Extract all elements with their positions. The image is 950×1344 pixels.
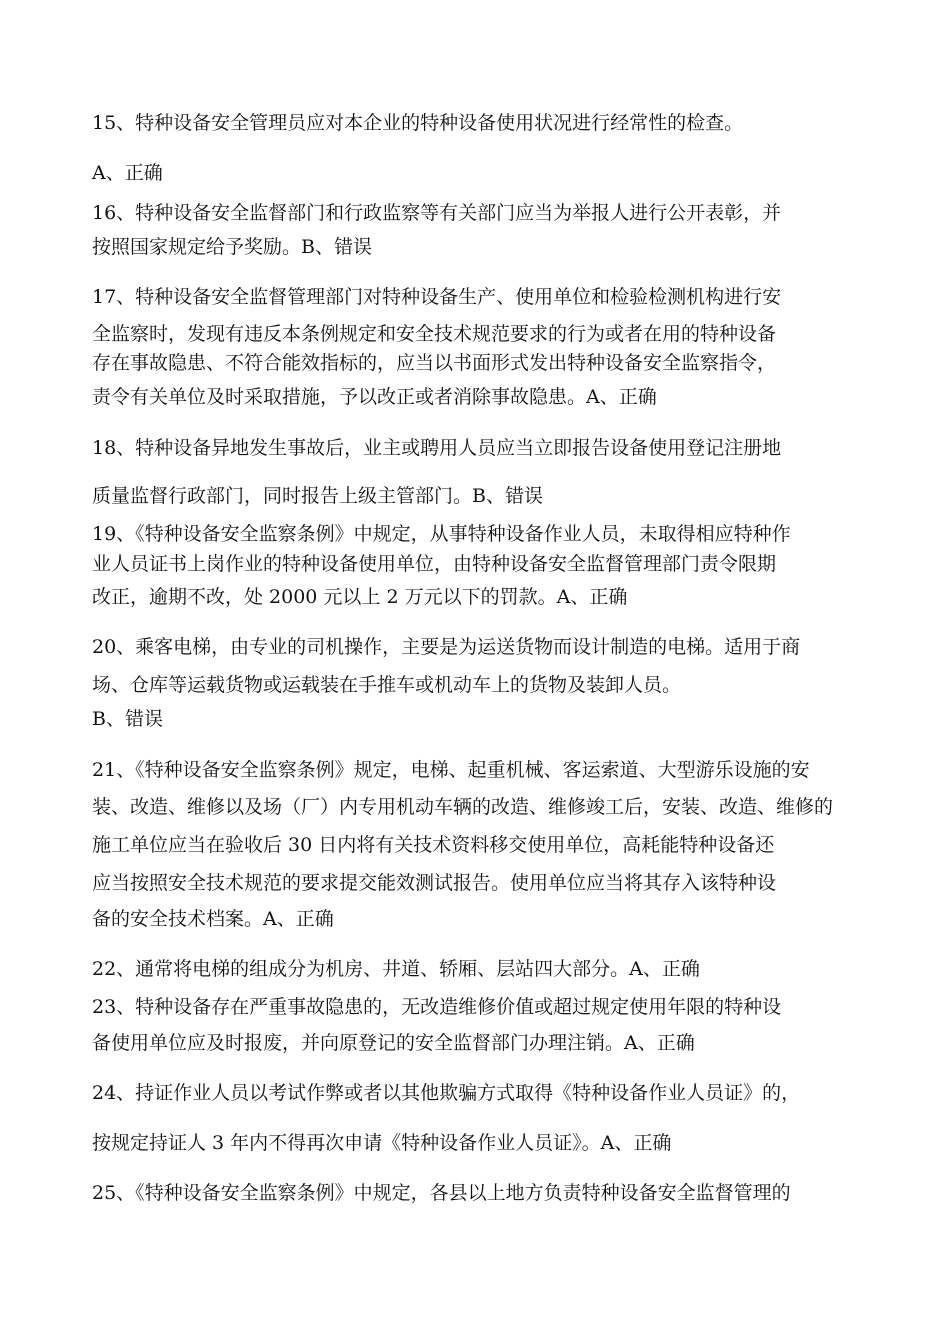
text-line: 16、特种设备安全监督部门和行政监察等有关部门应当为举报人进行公开表彰，并 — [92, 202, 782, 224]
text-line: 业人员证书上岗作业的特种设备使用单位，由特种设备安全监督管理部门责令限期 — [92, 553, 777, 575]
text-line: 责令有关单位及时采取措施，予以改正或者消除事故隐患。A、正确 — [92, 386, 657, 408]
text-line: 装、改造、维修以及场（厂）内专用机动车辆的改造、维修竣工后，安装、改造、维修的 — [92, 796, 834, 818]
text-line: 施工单位应当在验收后 30 日内将有关技术资料移交使用单位，高耗能特种设备还 — [92, 834, 775, 856]
text-line: 22、通常将电梯的组成分为机房、井道、轿厢、层站四大部分。A、正确 — [92, 958, 700, 980]
text-line: 应当按照安全技术规范的要求提交能效测试报告。使用单位应当将其存入该特种设 — [92, 872, 777, 894]
text-line: 存在事故隐患、不符合能效指标的，应当以书面形式发出特种设备安全监察指令， — [92, 352, 777, 374]
text-line: 场、仓库等运载货物或运载装在手推车或机动车上的货物及装卸人员。 — [92, 674, 682, 696]
text-line: 按规定持证人 3 年内不得再次申请《特种设备作业人员证》。A、正确 — [92, 1132, 672, 1154]
text-line: 改正，逾期不改，处 2000 元以上 2 万元以下的罚款。A、正确 — [92, 586, 628, 608]
text-line: 17、特种设备安全监督管理部门对特种设备生产、使用单位和检验检测机构进行安 — [92, 286, 782, 308]
text-line: A、正确 — [92, 162, 163, 184]
text-line: 18、特种设备异地发生事故后，业主或聘用人员应当立即报告设备使用登记注册地 — [92, 437, 782, 459]
text-line: 备使用单位应及时报废，并向原登记的安全监督部门办理注销。A、正确 — [92, 1032, 695, 1054]
text-line: 按照国家规定给予奖励。B、错误 — [92, 236, 372, 258]
text-line: 24、持证作业人员以考试作弊或者以其他欺骗方式取得《特种设备作业人员证》的， — [92, 1082, 801, 1104]
text-line: 21、《特种设备安全监察条例》规定，电梯、起重机械、客运索道、大型游乐设施的安 — [92, 759, 810, 781]
text-line: 25、《特种设备安全监察条例》中规定，各县以上地方负责特种设备安全监督管理的 — [92, 1182, 791, 1204]
text-line: 20、乘客电梯，由专业的司机操作，主要是为运送货物而设计制造的电梯。适用于商 — [92, 636, 801, 658]
text-line: 15、特种设备安全管理员应对本企业的特种设备使用状况进行经常性的检查。 — [92, 112, 744, 134]
text-line: 全监察时，发现有违反本条例规定和安全技术规范要求的行为或者在用的特种设备 — [92, 323, 777, 345]
text-line: 备的安全技术档案。A、正确 — [92, 908, 334, 930]
text-line: 19、《特种设备安全监察条例》中规定，从事特种设备作业人员，未取得相应特种作 — [92, 523, 791, 545]
text-line: 23、特种设备存在严重事故隐患的，无改造维修价值或超过规定使用年限的特种设 — [92, 996, 782, 1018]
text-line: B、错误 — [92, 708, 163, 730]
text-line: 质量监督行政部门，同时报告上级主管部门。B、错误 — [92, 485, 543, 507]
